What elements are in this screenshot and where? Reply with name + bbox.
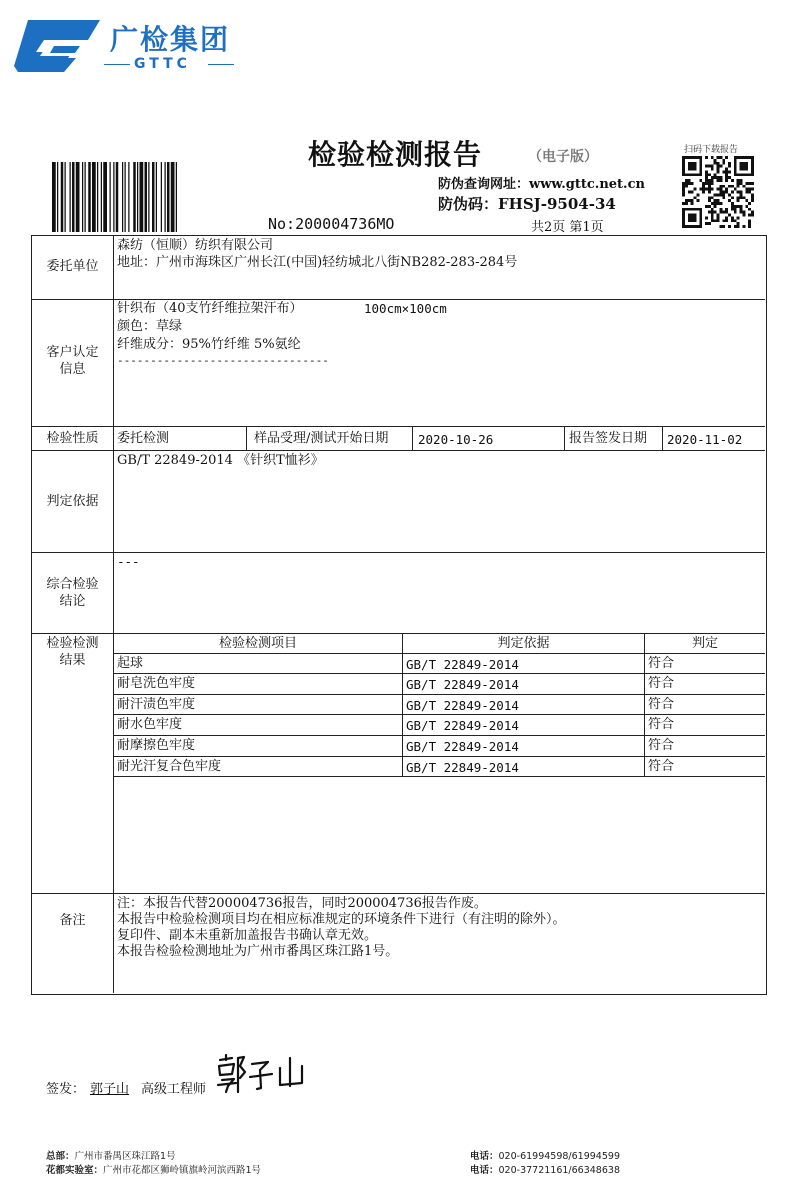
footer-phone-label: 电话： xyxy=(470,1151,499,1162)
sample-info-label-line1: 客户认定 xyxy=(46,345,99,360)
qr-caption: 扫码下载报告 xyxy=(684,145,739,155)
remarks-label: 备注 xyxy=(59,913,86,928)
result-item: 耐摩擦色牢度 xyxy=(117,738,196,753)
report-number: No:200004736MO xyxy=(268,215,395,233)
barcode xyxy=(52,162,264,232)
qr-code[interactable] xyxy=(682,156,754,228)
sample-name: 针织布（40支竹纤维拉架汗布） xyxy=(117,301,303,316)
result-item: 耐水色牢度 xyxy=(117,717,183,732)
result-basis: GB/T 22849-2014 xyxy=(406,698,519,713)
conclusion-label-line2: 结论 xyxy=(59,594,86,609)
result-basis: GB/T 22849-2014 xyxy=(406,760,519,775)
result-verdict: 符合 xyxy=(648,697,675,712)
result-verdict: 符合 xyxy=(648,717,675,732)
footer-lab-address: 广州市花都区狮岭镇旗岭河滨西路1号 xyxy=(103,1165,262,1176)
client-label: 委托单位 xyxy=(46,259,99,274)
footer-hq-address: 广州市番禺区珠江路1号 xyxy=(74,1151,176,1162)
remarks-line: 本报告检验检测地址为广州市番禺区珠江路1号。 xyxy=(117,944,399,959)
results-label-line1: 检验检测 xyxy=(46,636,99,651)
result-item: 耐汗渍色牢度 xyxy=(117,697,196,712)
footer-phone-2 xyxy=(470,1162,620,1176)
sample-size: 100cm×100cm xyxy=(364,301,447,316)
page-info: 共2页 第1页 xyxy=(531,220,604,235)
results-label-line2: 结果 xyxy=(59,653,86,668)
company-logo xyxy=(14,18,100,74)
received-date: 2020-10-26 xyxy=(418,432,494,447)
footer-lab-label: 花都实验室： xyxy=(46,1165,104,1176)
sample-info-label-line2: 信息 xyxy=(59,362,86,377)
result-item: 耐皂洗色牢度 xyxy=(117,676,196,691)
result-verdict: 符合 xyxy=(648,656,675,671)
result-verdict: 符合 xyxy=(648,759,675,774)
report-form xyxy=(31,235,767,995)
received-date-label: 样品受理/测试开始日期 xyxy=(254,431,389,446)
conclusion-label-line1: 综合检验 xyxy=(46,577,99,592)
verify-code: 防伪码：FHSJ-9504-34 xyxy=(438,195,616,213)
test-nature-value: 委托检测 xyxy=(117,431,170,446)
client-address: 地址：广州市海珠区广州长江(中国)轻纺城北八街NB282-283-284号 xyxy=(117,255,518,270)
client-name: 森纺（恒顺）纺织有限公司 xyxy=(117,238,274,253)
sample-fiber: 纤维成分：95%竹纤维 5%氨纶 xyxy=(117,337,301,352)
remarks-line: 本报告中检验检测项目均在相应标准规定的环境条件下进行（有注明的除外）。 xyxy=(117,912,566,927)
signer-title: 高级工程师 xyxy=(141,1082,207,1097)
test-nature-label: 检验性质 xyxy=(46,431,99,446)
results-header-verdict: 判定 xyxy=(691,636,718,651)
result-verdict: 符合 xyxy=(648,738,675,753)
sample-color: 颜色：草绿 xyxy=(117,319,183,334)
footer-hq xyxy=(46,1148,176,1162)
remarks-line: 复印件、副本未重新加盖报告书确认章无效。 xyxy=(117,928,378,943)
result-item: 起球 xyxy=(117,656,144,671)
handwritten-signature xyxy=(214,1052,310,1096)
footer-phone-1 xyxy=(470,1148,620,1162)
sample-dashes: -------------------------------- xyxy=(117,354,329,367)
report-title: 检验检测报告 xyxy=(308,138,483,171)
basis-value: GB/T 22849-2014 《针织T恤衫》 xyxy=(117,453,324,468)
issue-date-label: 报告签发日期 xyxy=(569,431,648,446)
company-name: 广检集团 xyxy=(110,23,231,56)
conclusion-value: --- xyxy=(117,554,140,569)
issue-date: 2020-11-02 xyxy=(667,432,743,447)
result-basis: GB/T 22849-2014 xyxy=(406,677,519,692)
footer-hq-label: 总部： xyxy=(46,1151,75,1162)
footer-lab xyxy=(46,1162,261,1176)
company-abbr: GTTC xyxy=(134,56,191,72)
result-basis: GB/T 22849-2014 xyxy=(406,739,519,754)
results-header-basis: 判定依据 xyxy=(497,636,550,651)
basis-label: 判定依据 xyxy=(46,494,99,509)
result-basis: GB/T 22849-2014 xyxy=(406,718,519,733)
result-verdict: 符合 xyxy=(648,676,675,691)
result-basis: GB/T 22849-2014 xyxy=(406,657,519,672)
verify-url: 防伪查询网址：www.gttc.net.cn xyxy=(438,177,645,192)
sign-label: 签发： xyxy=(46,1082,86,1097)
result-item: 耐光汗复合色牢度 xyxy=(117,759,222,774)
remarks-line: 注：本报告代替200004736报告，同时200004736报告作废。 xyxy=(117,896,487,911)
footer-phone-number: 020-37721161/66348638 xyxy=(498,1165,620,1176)
results-header-item: 检验检测项目 xyxy=(218,636,297,651)
footer-phone-number: 020-61994598/61994599 xyxy=(498,1151,620,1162)
edition-label: （电子版） xyxy=(528,149,598,165)
footer-phone-label: 电话： xyxy=(470,1165,499,1176)
company-abbr-row xyxy=(104,56,236,72)
signer-name: 郭子山 xyxy=(90,1082,130,1097)
